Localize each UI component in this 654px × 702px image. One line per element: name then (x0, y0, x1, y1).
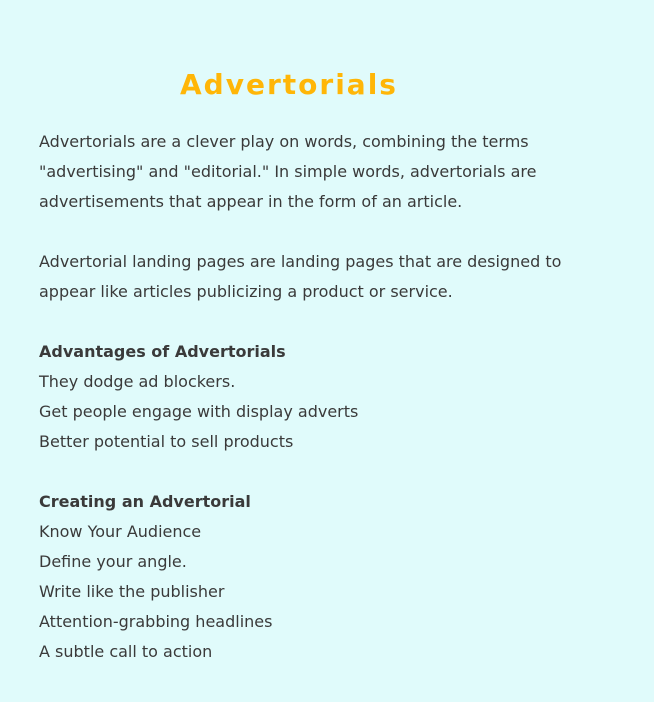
advantage-item: They dodge ad blockers. (39, 372, 236, 391)
advantages-heading: Advantages of Advertorials (39, 342, 286, 361)
intro-line: "advertising" and "editorial." In simple words, advertorials are (39, 162, 537, 181)
creating-item: A subtle call to action (39, 642, 213, 661)
creating-heading: Creating an Advertorial (39, 492, 251, 511)
creating-item: Know Your Audience (39, 522, 202, 541)
page-title: Advertorials (180, 68, 398, 101)
intro-paragraph (39, 127, 629, 217)
landing-line: appear like articles publicizing a product or service. (39, 282, 453, 301)
creating-item: Attention-grabbing headlines (39, 612, 273, 631)
creating-item: Write like the publisher (39, 582, 225, 601)
advantage-item: Get people engage with display adverts (39, 402, 359, 421)
article-body (39, 127, 629, 697)
advantage-item: Better potential to sell products (39, 432, 294, 451)
landing-paragraph (39, 247, 629, 307)
creating-section (39, 487, 629, 667)
landing-line: Advertorial landing pages are landing pages that are designed to (39, 252, 562, 271)
advantages-section (39, 337, 629, 457)
intro-line: Advertorials are a clever play on words, combining the terms (39, 132, 529, 151)
creating-item: Define your angle. (39, 552, 187, 571)
intro-line: advertisements that appear in the form of an article. (39, 192, 463, 211)
